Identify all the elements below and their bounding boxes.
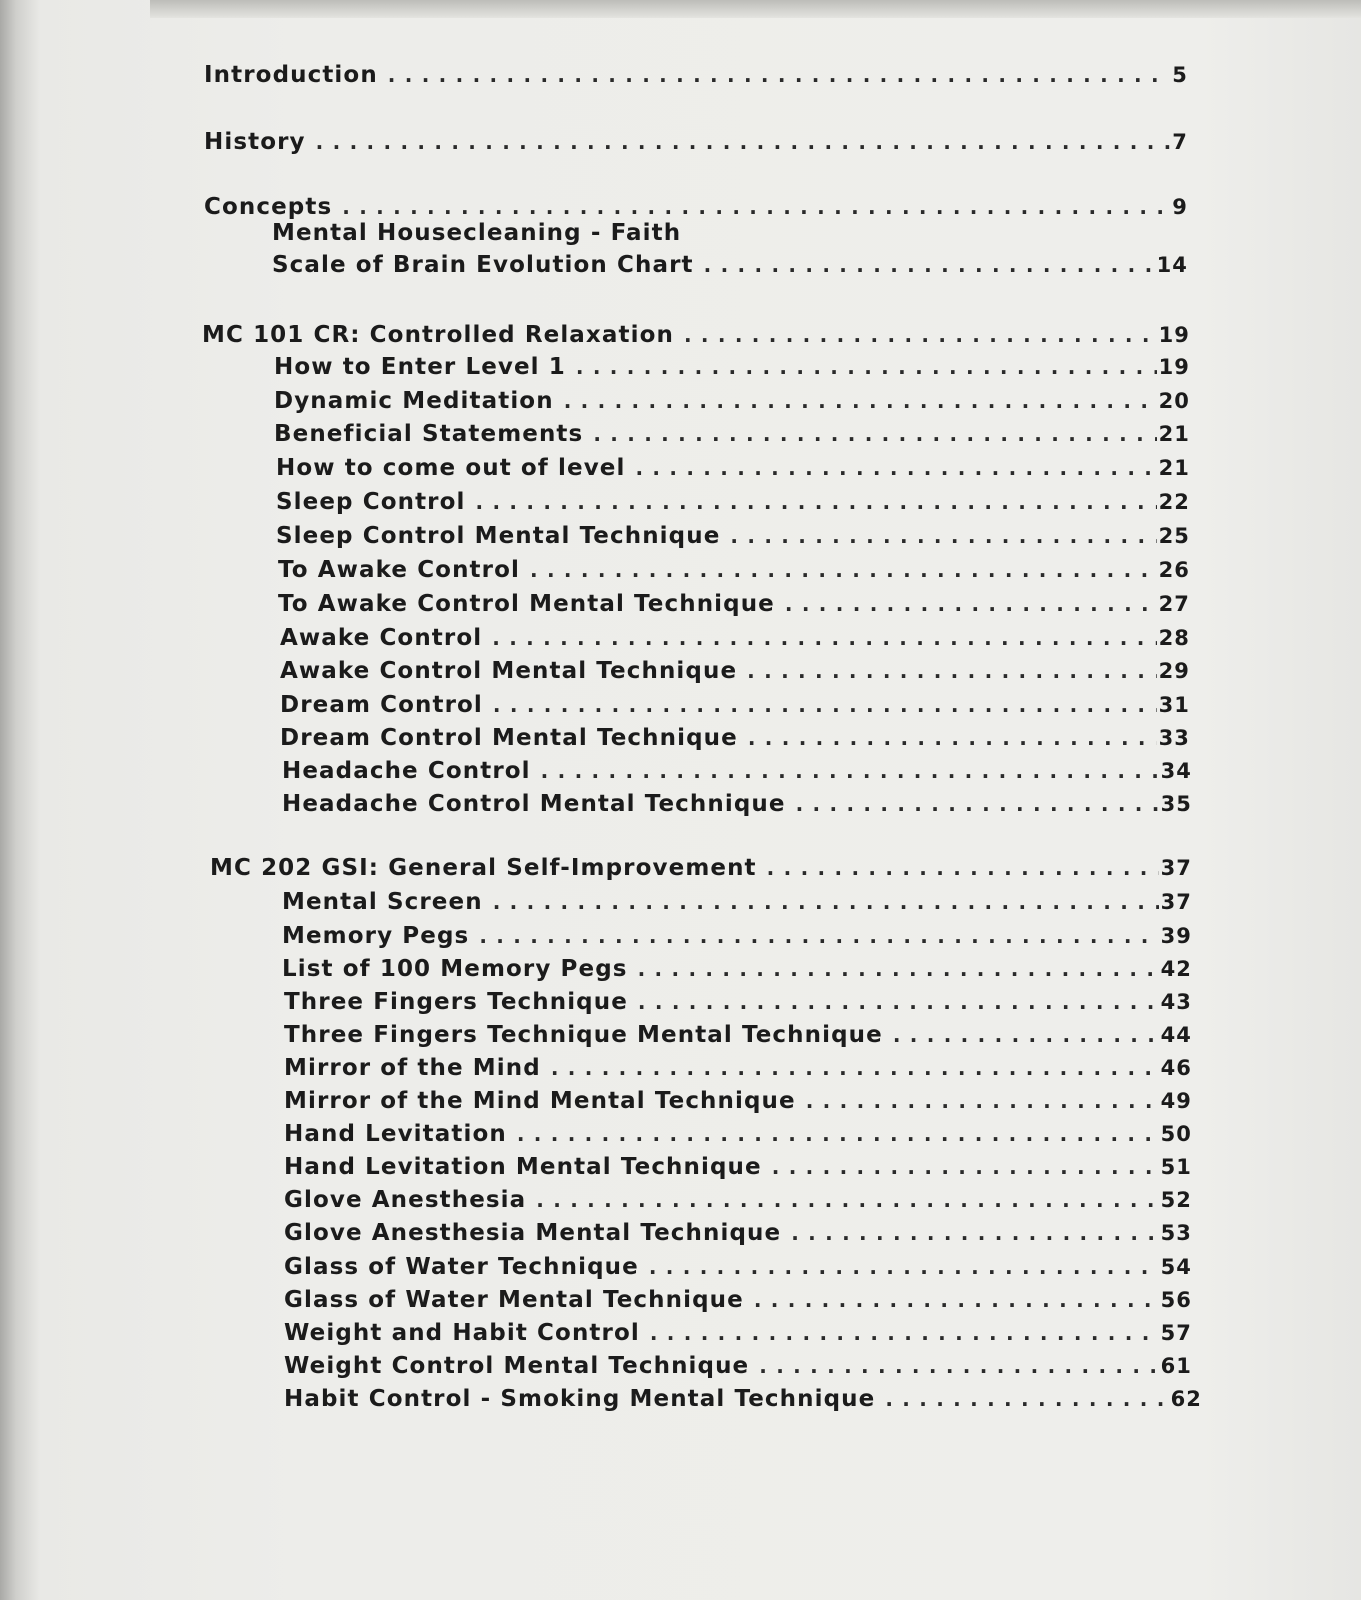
toc-entry: [278, 589, 1190, 619]
toc-entry-title: How to Enter Level 1: [274, 354, 566, 380]
toc-entry-title: List of 100 Memory Pegs: [282, 956, 628, 982]
toc-entry-page: 34: [1160, 759, 1192, 783]
toc-entry: [276, 487, 1190, 517]
dot-leader: [759, 1351, 1158, 1381]
toc-entry-page: 29: [1158, 659, 1190, 683]
toc-entry-page: 25: [1158, 524, 1190, 548]
dot-leader: [704, 250, 1155, 280]
toc-entry: [284, 1053, 1192, 1083]
toc-entry: [284, 1384, 1202, 1414]
dot-leader: [564, 386, 1157, 416]
dot-leader: [767, 853, 1159, 883]
toc-entry-title: Concepts: [204, 194, 333, 220]
toc-entry-title: Memory Pegs: [282, 923, 470, 949]
toc-entry-page: 61: [1160, 1354, 1192, 1378]
toc-entry-title: Scale of Brain Evolution Chart: [272, 252, 694, 278]
toc-entry-page: 44: [1160, 1023, 1192, 1047]
toc-entry-page: 28: [1158, 626, 1190, 650]
toc-entry: [274, 419, 1190, 449]
toc-entry: [284, 1185, 1192, 1215]
dot-leader: [806, 1086, 1159, 1116]
toc-entry: [284, 1119, 1192, 1149]
toc-entry-title: Awake Control Mental Technique: [280, 658, 738, 684]
dot-leader: [530, 555, 1157, 585]
toc-entry-page: 52: [1160, 1188, 1192, 1212]
toc-entry-page: 39: [1160, 924, 1192, 948]
dot-leader: [551, 1053, 1159, 1083]
toc-entry-page: 54: [1160, 1255, 1192, 1279]
toc-entry: [280, 656, 1190, 686]
toc-entry-title: Sleep Control: [276, 489, 466, 515]
dot-leader: [388, 60, 1170, 90]
toc-entry-page: 26: [1158, 558, 1190, 582]
dot-leader: [638, 987, 1159, 1017]
toc-entry-page: 53: [1160, 1221, 1192, 1245]
toc-entry: [282, 954, 1192, 984]
dot-leader: [649, 1252, 1159, 1282]
dot-leader: [885, 1384, 1168, 1414]
dot-leader: [684, 320, 1157, 350]
toc-entry: [282, 789, 1192, 819]
dot-leader: [754, 1285, 1159, 1315]
toc-entry-title: To Awake Control Mental Technique: [278, 591, 775, 617]
toc-entry-page: 7: [1172, 130, 1188, 154]
dot-leader: [638, 954, 1159, 984]
toc-entry-page: 19: [1158, 323, 1190, 347]
dot-leader: [650, 1318, 1159, 1348]
toc-entry-page: 21: [1158, 456, 1190, 480]
dot-leader: [796, 789, 1159, 819]
toc-entry-title: Headache Control: [282, 758, 531, 784]
dot-leader: [536, 1185, 1158, 1215]
toc-entry: [284, 1020, 1192, 1050]
toc-entry: [284, 1086, 1192, 1116]
toc-entry-page: 21: [1158, 422, 1190, 446]
toc-entry-page: 42: [1160, 957, 1192, 981]
toc-entry-title: Dream Control: [280, 692, 483, 718]
toc-entry-page: 31: [1158, 693, 1190, 717]
toc-entry-title: Mental Housecleaning - Faith: [272, 220, 682, 246]
toc-entry-page: 50: [1160, 1122, 1192, 1146]
toc-entry-page: 49: [1160, 1089, 1192, 1113]
toc-entry-title: Glove Anesthesia Mental Technique: [284, 1220, 782, 1246]
toc-entry-page: 22: [1158, 490, 1190, 514]
dot-leader: [893, 1020, 1159, 1050]
toc-entry-title: Sleep Control Mental Technique: [276, 523, 721, 549]
toc-entry: [204, 127, 1188, 157]
dot-leader: [541, 756, 1159, 786]
toc-entry-title: Mirror of the Mind: [284, 1055, 541, 1081]
dot-leader: [635, 453, 1156, 483]
toc-entry: [284, 987, 1192, 1017]
toc-entry-page: 37: [1160, 856, 1192, 880]
toc-entry-page: 33: [1158, 726, 1190, 750]
toc-entry: [210, 853, 1192, 883]
dot-leader: [748, 723, 1157, 753]
toc-entry-page: 27: [1158, 592, 1190, 616]
toc-entry-title: Hand Levitation: [284, 1121, 507, 1147]
toc-entry-page: 56: [1160, 1288, 1192, 1312]
toc-entry: [282, 921, 1192, 951]
toc-entry-page: 46: [1160, 1056, 1192, 1080]
toc-entry-title: Glove Anesthesia: [284, 1187, 527, 1213]
toc-entry-title: Introduction: [204, 62, 378, 88]
toc-entry: [284, 1218, 1192, 1248]
dot-leader: [517, 1119, 1159, 1149]
toc-entry-title: How to come out of level: [276, 455, 626, 481]
toc-entry-title: Dream Control Mental Technique: [280, 725, 738, 751]
toc-entry: [282, 756, 1192, 786]
toc-entry-title: History: [204, 129, 306, 155]
toc-entry-title: MC 101 CR: Controlled Relaxation: [202, 322, 674, 348]
dot-leader: [493, 690, 1157, 720]
toc-entry-page: 51: [1160, 1155, 1192, 1179]
toc-entry: [280, 690, 1190, 720]
dot-leader: [785, 589, 1157, 619]
toc-entry: [282, 887, 1192, 917]
toc-entry: [202, 320, 1190, 350]
toc-entry-title: Mirror of the Mind Mental Technique: [284, 1088, 796, 1114]
toc-entry-title: Glass of Water Mental Technique: [284, 1287, 744, 1313]
toc-entry: [284, 1252, 1192, 1282]
toc-entry-page: 5: [1172, 63, 1188, 87]
toc-entry: [272, 250, 1188, 280]
toc-entry-title: To Awake Control: [278, 557, 520, 583]
toc-entry: [284, 1351, 1192, 1381]
toc-entry-title: Awake Control: [280, 625, 483, 651]
toc-entry: [276, 521, 1190, 551]
toc-entry-title: Weight and Habit Control: [284, 1320, 640, 1346]
dot-leader: [476, 487, 1157, 517]
toc-entry: [274, 352, 1190, 382]
toc-entry-page: 43: [1160, 990, 1192, 1014]
toc-entry-page: 14: [1156, 253, 1188, 277]
toc-entry-page: 62: [1170, 1387, 1202, 1411]
toc-entry-title: Dynamic Meditation: [274, 388, 554, 414]
toc-entry-page: 19: [1158, 355, 1190, 379]
toc-entry: [284, 1285, 1192, 1315]
toc-entry-title: Hand Levitation Mental Technique: [284, 1154, 762, 1180]
toc-entry-title: Habit Control - Smoking Mental Technique: [284, 1386, 876, 1412]
toc-entry-page: 20: [1158, 389, 1190, 413]
toc-entry-page: 35: [1160, 792, 1192, 816]
toc-entry-page: 37: [1160, 890, 1192, 914]
dot-leader: [316, 127, 1171, 157]
toc-entry: [280, 723, 1190, 753]
dot-leader: [492, 623, 1156, 653]
toc-entry-title: Three Fingers Technique Mental Technique: [284, 1022, 883, 1048]
toc-entry: [276, 453, 1190, 483]
toc-entry: [274, 386, 1190, 416]
toc-entry-title: MC 202 GSI: General Self-Improvement: [210, 855, 757, 881]
dot-leader: [730, 521, 1156, 551]
dot-leader: [791, 1218, 1158, 1248]
dot-leader: [576, 352, 1157, 382]
toc-entry-title: Mental Screen: [282, 889, 483, 915]
dot-leader: [593, 419, 1156, 449]
toc-entry-page: 57: [1160, 1321, 1192, 1345]
dot-leader: [772, 1152, 1159, 1182]
dot-leader: [493, 887, 1159, 917]
dot-leader: [747, 656, 1156, 686]
toc-entry-title: Glass of Water Technique: [284, 1254, 639, 1280]
toc-entry-title: Weight Control Mental Technique: [284, 1353, 750, 1379]
toc-entry: [284, 1318, 1192, 1348]
toc-entry-title: Three Fingers Technique: [284, 989, 628, 1015]
toc-entry-title: Headache Control Mental Technique: [282, 791, 786, 817]
toc-entry-page: 9: [1172, 195, 1188, 219]
toc-entry: [204, 60, 1188, 90]
toc-entry: [278, 555, 1190, 585]
toc-entry: [280, 623, 1190, 653]
toc-entry: [272, 218, 1188, 248]
toc-entry-title: Beneficial Statements: [274, 421, 584, 447]
dot-leader: [479, 921, 1158, 951]
toc-entry: [284, 1152, 1192, 1182]
